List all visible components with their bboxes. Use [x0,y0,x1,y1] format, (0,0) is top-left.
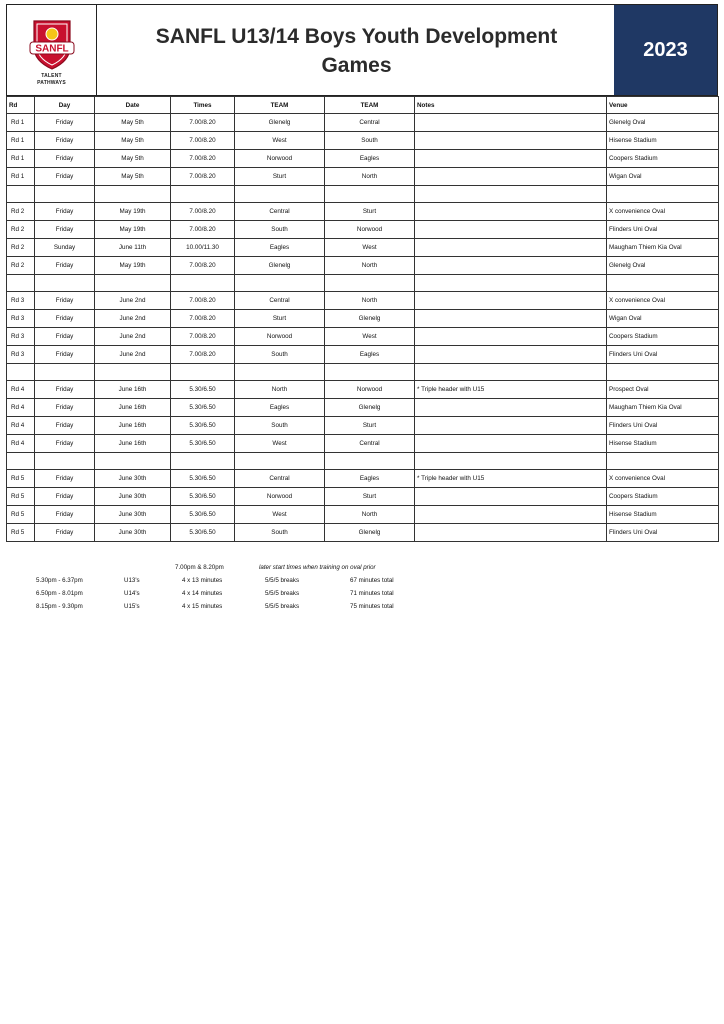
cell-date: June 16th [95,435,171,453]
schedule-quarters: 4 x 15 minutes [182,603,223,610]
cell-team-1: Norwood [235,328,325,346]
cell-times: 7.00/8.20 [171,168,235,186]
cell-times [171,275,235,292]
header-team-2: TEAM [325,97,415,114]
schedule-age: U15's [124,603,140,610]
cell-venue: Glenelg Oval [607,114,719,132]
cell-date: June 2nd [95,292,171,310]
cell-notes [415,328,607,346]
cell-round: Rd 5 [7,506,35,524]
table-header-row [7,97,719,114]
logo-tagline-1: TALENT [41,73,62,79]
table-row [7,203,719,221]
schedule-breaks: 5/5/5 breaks [265,603,300,610]
header-date: Date [95,97,171,114]
cell-team-2 [325,364,415,381]
cell-notes [415,186,607,203]
cell-team-1: West [235,132,325,150]
cell-team-1: Eagles [235,399,325,417]
cell-team-2: Sturt [325,203,415,221]
cell-venue: Wigan Oval [607,310,719,328]
schedule-total: 67 minutes total [350,577,394,584]
cell-day [35,453,95,470]
late-times: 7.00pm & 8.20pm [175,564,224,571]
cell-date: June 16th [95,399,171,417]
cell-day [35,186,95,203]
cell-venue: Coopers Stadium [607,488,719,506]
spacer-row [7,186,719,203]
cell-venue: Maugham Thiem Kia Oval [607,239,719,257]
cell-notes: * Triple header with U15 [415,381,607,399]
cell-notes: * Triple header with U15 [415,470,607,488]
title-line-2: Games [321,54,392,77]
cell-team-1: South [235,524,325,542]
cell-date: June 30th [95,506,171,524]
cell-notes [415,524,607,542]
cell-venue: X convenience Oval [607,203,719,221]
cell-venue: Wigan Oval [607,168,719,186]
cell-team-2: Glenelg [325,524,415,542]
cell-date: June 2nd [95,310,171,328]
cell-team-2: North [325,257,415,275]
cell-venue: Coopers Stadium [607,328,719,346]
cell-times [171,186,235,203]
cell-times: 7.00/8.20 [171,292,235,310]
cell-team-1: Central [235,203,325,221]
cell-round [7,275,35,292]
cell-round: Rd 4 [7,417,35,435]
cell-team-1 [235,453,325,470]
header [6,4,718,96]
cell-day [35,275,95,292]
cell-venue: Hisense Stadium [607,506,719,524]
schedule-time: 6.50pm - 8.01pm [36,590,83,597]
cell-day: Friday [35,470,95,488]
cell-team-2: Eagles [325,470,415,488]
table-row [7,524,719,542]
cell-team-2: Glenelg [325,399,415,417]
cell-team-2: North [325,168,415,186]
cell-times: 7.00/8.20 [171,310,235,328]
cell-date: June 11th [95,239,171,257]
schedule-time: 5.30pm - 6.37pm [36,577,83,584]
cell-times: 5.30/6.50 [171,435,235,453]
cell-notes [415,506,607,524]
cell-day: Friday [35,328,95,346]
cell-round: Rd 1 [7,168,35,186]
cell-notes [415,150,607,168]
cell-round: Rd 2 [7,221,35,239]
cell-day: Friday [35,114,95,132]
cell-day: Friday [35,132,95,150]
schedule-total: 75 minutes total [350,603,394,610]
cell-team-2: South [325,132,415,150]
logo [7,5,97,95]
cell-venue: X convenience Oval [607,470,719,488]
table-row [7,150,719,168]
cell-times [171,364,235,381]
cell-team-1: Norwood [235,488,325,506]
cell-day: Friday [35,488,95,506]
cell-day: Friday [35,399,95,417]
cell-team-1 [235,186,325,203]
cell-round: Rd 5 [7,524,35,542]
cell-notes [415,203,607,221]
cell-round: Rd 5 [7,470,35,488]
cell-times: 7.00/8.20 [171,328,235,346]
cell-day [35,364,95,381]
cell-day: Friday [35,435,95,453]
cell-team-2: Glenelg [325,310,415,328]
cell-notes [415,114,607,132]
cell-round: Rd 2 [7,239,35,257]
cell-round: Rd 5 [7,488,35,506]
header-team-1: TEAM [235,97,325,114]
logo-text: SANFL [35,43,69,55]
cell-times: 10.00/11.30 [171,239,235,257]
schedule-breaks: 5/5/5 breaks [265,577,300,584]
cell-team-1: West [235,506,325,524]
header-venue: Venue [607,97,719,114]
cell-team-1 [235,275,325,292]
cell-round [7,364,35,381]
cell-times: 5.30/6.50 [171,417,235,435]
cell-venue: Glenelg Oval [607,257,719,275]
cell-team-2: Central [325,114,415,132]
cell-times: 7.00/8.20 [171,132,235,150]
cell-team-2: Sturt [325,488,415,506]
cell-round: Rd 3 [7,328,35,346]
cell-date: May 5th [95,114,171,132]
cell-venue: Flinders Uni Oval [607,221,719,239]
cell-venue: Flinders Uni Oval [607,524,719,542]
cell-round: Rd 2 [7,203,35,221]
cell-team-2: Eagles [325,346,415,364]
late-note: later start times when training on oval prior [259,564,376,571]
cell-day: Friday [35,346,95,364]
table-row [7,221,719,239]
cell-notes [415,292,607,310]
cell-notes [415,488,607,506]
table-row [7,417,719,435]
cell-venue: Hisense Stadium [607,435,719,453]
cell-round: Rd 2 [7,257,35,275]
cell-date: May 5th [95,168,171,186]
cell-notes [415,168,607,186]
cell-day: Friday [35,417,95,435]
cell-venue: Hisense Stadium [607,132,719,150]
cell-times: 7.00/8.20 [171,203,235,221]
cell-date: June 30th [95,488,171,506]
cell-venue: Flinders Uni Oval [607,417,719,435]
cell-day: Sunday [35,239,95,257]
cell-team-2 [325,275,415,292]
year-label: 2023 [643,38,688,61]
cell-notes [415,275,607,292]
cell-date: June 2nd [95,328,171,346]
cell-team-1 [235,364,325,381]
year-cell [614,5,717,95]
cell-team-2: Eagles [325,150,415,168]
cell-team-2: Norwood [325,221,415,239]
fixture-sheet [6,4,718,542]
cell-round: Rd 3 [7,310,35,328]
page-title [156,22,557,80]
cell-team-1: South [235,346,325,364]
schedule-quarters: 4 x 13 minutes [182,577,223,584]
cell-venue [607,453,719,470]
cell-team-2: Norwood [325,381,415,399]
cell-date: June 16th [95,381,171,399]
cell-round [7,453,35,470]
header-day: Day [35,97,95,114]
cell-team-1: South [235,417,325,435]
cell-times: 5.30/6.50 [171,470,235,488]
cell-team-1: Central [235,292,325,310]
cell-date: June 2nd [95,346,171,364]
schedule-age: U13's [124,577,140,584]
cell-times: 7.00/8.20 [171,257,235,275]
cell-team-2: Central [325,435,415,453]
cell-notes [415,435,607,453]
logo-tagline-2: PATHWAYS [37,80,66,86]
spacer-row [7,275,719,292]
cell-team-1: Glenelg [235,114,325,132]
schedule-breaks: 5/5/5 breaks [265,590,300,597]
table-row [7,399,719,417]
header-notes: Notes [415,97,607,114]
cell-team-1: Sturt [235,168,325,186]
cell-notes [415,364,607,381]
header-rd: Rd [7,97,35,114]
cell-team-2: North [325,506,415,524]
cell-date: May 5th [95,150,171,168]
title-cell [97,5,616,95]
cell-round [7,186,35,203]
cell-times: 5.30/6.50 [171,381,235,399]
cell-times: 5.30/6.50 [171,399,235,417]
cell-date: June 30th [95,470,171,488]
cell-round: Rd 1 [7,150,35,168]
cell-notes [415,310,607,328]
cell-day: Friday [35,203,95,221]
cell-team-1: Central [235,470,325,488]
cell-notes [415,417,607,435]
cell-date: May 19th [95,257,171,275]
cell-notes [415,221,607,239]
cell-times: 7.00/8.20 [171,114,235,132]
cell-team-1: Eagles [235,239,325,257]
cell-day: Friday [35,257,95,275]
cell-notes [415,239,607,257]
cell-day: Friday [35,524,95,542]
table-row [7,328,719,346]
cell-notes [415,453,607,470]
cell-team-2: North [325,292,415,310]
cell-notes [415,346,607,364]
table-row [7,310,719,328]
schedule-total: 71 minutes total [350,590,394,597]
table-row [7,506,719,524]
cell-day: Friday [35,381,95,399]
cell-round: Rd 3 [7,292,35,310]
cell-venue [607,364,719,381]
cell-team-2: West [325,239,415,257]
cell-team-1: Glenelg [235,257,325,275]
cell-day: Friday [35,310,95,328]
cell-date: June 30th [95,524,171,542]
cell-day: Friday [35,150,95,168]
cell-round: Rd 3 [7,346,35,364]
cell-day: Friday [35,168,95,186]
cell-team-2 [325,453,415,470]
cell-venue [607,186,719,203]
cell-date: June 16th [95,417,171,435]
table-row [7,114,719,132]
cell-date [95,275,171,292]
cell-team-2 [325,186,415,203]
table-row [7,346,719,364]
schedule-time: 8.15pm - 9.30pm [36,603,83,610]
cell-times: 7.00/8.20 [171,221,235,239]
cell-day: Friday [35,221,95,239]
fixtures-table [6,96,719,542]
cell-day: Friday [35,506,95,524]
table-row [7,132,719,150]
cell-team-1: West [235,435,325,453]
cell-date: May 19th [95,203,171,221]
cell-times [171,453,235,470]
table-row [7,292,719,310]
cell-date: May 5th [95,132,171,150]
schedule-age: U14's [124,590,140,597]
cell-times: 5.30/6.50 [171,524,235,542]
cell-team-1: South [235,221,325,239]
cell-notes [415,399,607,417]
cell-times: 7.00/8.20 [171,346,235,364]
table-row [7,168,719,186]
cell-times: 7.00/8.20 [171,150,235,168]
sanfl-shield-icon [28,17,76,71]
cell-venue: Maugham Thiem Kia Oval [607,399,719,417]
cell-venue [607,275,719,292]
cell-venue: Flinders Uni Oval [607,346,719,364]
table-row [7,435,719,453]
table-row [7,488,719,506]
cell-team-2: West [325,328,415,346]
table-row [7,470,719,488]
cell-venue: Prospect Oval [607,381,719,399]
cell-venue: Coopers Stadium [607,150,719,168]
header-times: Times [171,97,235,114]
title-line-1: SANFL U13/14 Boys Youth Development [155,25,558,48]
cell-date [95,364,171,381]
cell-round: Rd 1 [7,132,35,150]
cell-date [95,453,171,470]
table-row [7,239,719,257]
cell-team-1: Norwood [235,150,325,168]
cell-date [95,186,171,203]
cell-round: Rd 1 [7,114,35,132]
schedule-quarters: 4 x 14 minutes [182,590,223,597]
cell-date: May 19th [95,221,171,239]
cell-day: Friday [35,292,95,310]
cell-round: Rd 4 [7,435,35,453]
cell-venue: X convenience Oval [607,292,719,310]
cell-team-2: Sturt [325,417,415,435]
cell-round: Rd 4 [7,381,35,399]
spacer-row [7,364,719,381]
cell-notes [415,132,607,150]
table-row [7,381,719,399]
cell-times: 5.30/6.50 [171,488,235,506]
table-row [7,257,719,275]
spacer-row [7,453,719,470]
cell-team-1: Sturt [235,310,325,328]
fixtures-body [7,114,719,542]
cell-round: Rd 4 [7,399,35,417]
cell-notes [415,257,607,275]
cell-times: 5.30/6.50 [171,506,235,524]
cell-team-1: North [235,381,325,399]
